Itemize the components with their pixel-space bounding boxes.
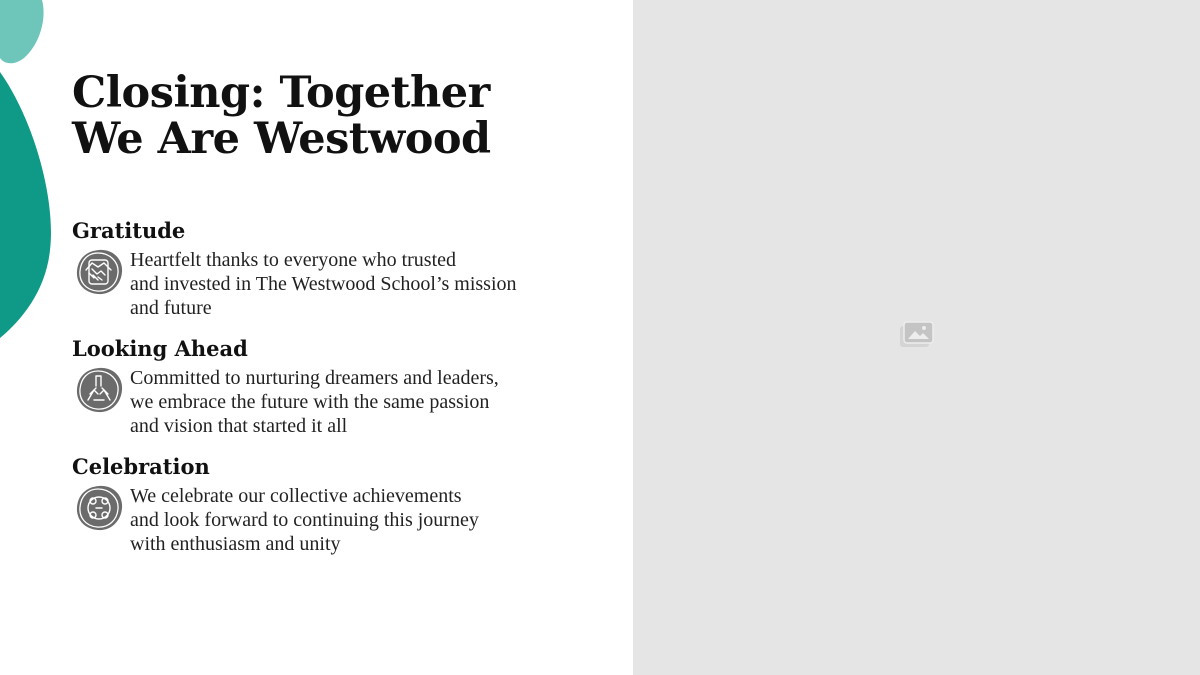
section-description <box>130 484 572 556</box>
handshake-icon <box>74 248 124 296</box>
section-row <box>72 366 572 438</box>
teal-light-blob <box>0 0 44 63</box>
section-gratitude <box>72 218 572 320</box>
section-row <box>72 484 572 556</box>
section-description <box>130 248 572 320</box>
section-heading: Gratitude <box>72 218 186 243</box>
title-line-1: Closing: Together <box>72 68 490 118</box>
section-heading: Looking Ahead <box>72 336 248 361</box>
teal-dark-blob <box>0 72 51 338</box>
description-line: and vision that started it all <box>130 415 348 437</box>
description-line: Heartfelt thanks to everyone who trusted <box>130 249 457 271</box>
section-looking-ahead <box>72 336 572 438</box>
image-placeholder-icon[interactable] <box>899 318 935 350</box>
section-row <box>72 248 572 320</box>
section-heading: Celebration <box>72 454 210 479</box>
title-line-2: We Are Westwood <box>72 114 491 164</box>
description-line: with enthusiasm and unity <box>130 533 341 555</box>
description-line: and future <box>130 297 212 319</box>
community-circle-icon <box>74 484 124 532</box>
description-line: Committed to nurturing dreamers and leaders, <box>130 367 499 389</box>
slide-title <box>72 70 491 162</box>
description-line: We celebrate our collective achievements <box>130 485 462 507</box>
hands-together-icon <box>74 366 124 414</box>
image-panel[interactable] <box>633 0 1200 675</box>
description-line: and invested in The Westwood School’s mission <box>130 273 517 295</box>
description-line: and look forward to continuing this journey <box>130 509 479 531</box>
section-description <box>130 366 572 438</box>
decorative-teal-blobs <box>0 0 80 360</box>
description-line: we embrace the future with the same passion <box>130 391 490 413</box>
section-celebration <box>72 454 572 556</box>
